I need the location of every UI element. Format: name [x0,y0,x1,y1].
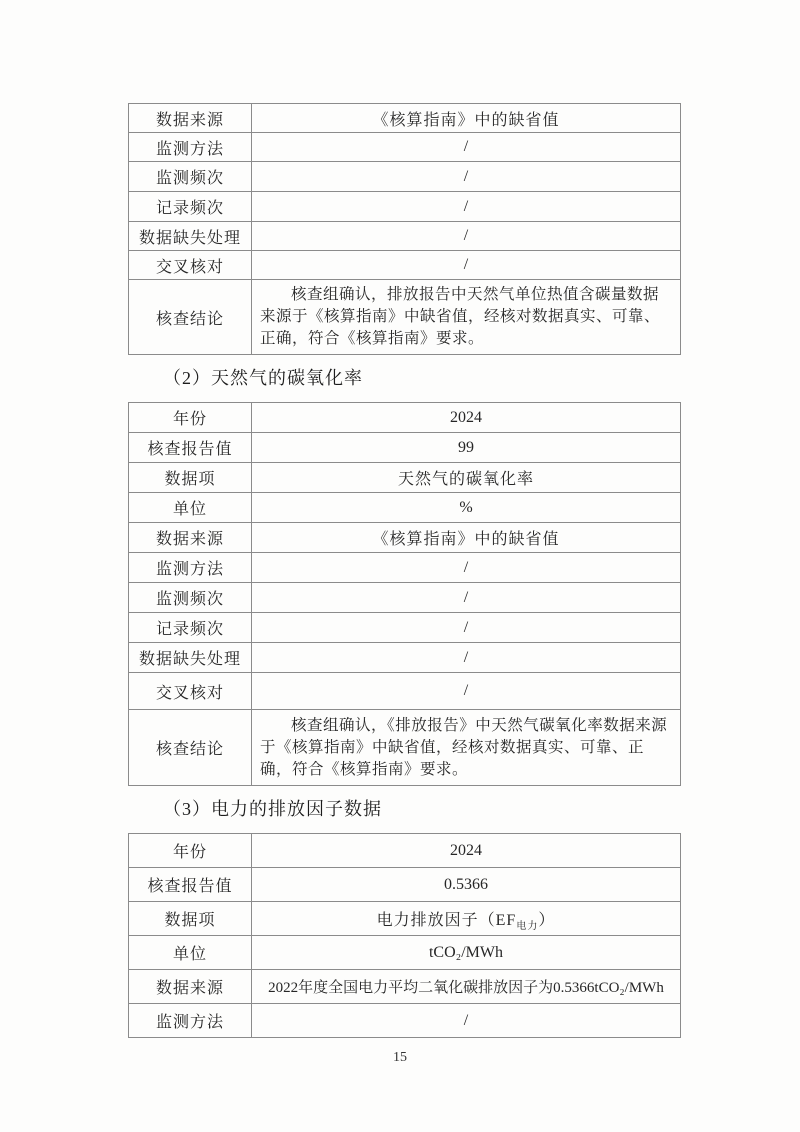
table-row [129,553,681,583]
row-value: tCO₂/MWh [252,936,681,970]
row-value: / [252,222,681,251]
table-row [129,493,681,523]
verification-table-gas-oxidation-rate [128,402,681,786]
emission-factor-subscript: 电力 [516,921,539,933]
row-value: 核查组确认，排放报告中天然气单位热值含碳量数据来源于《核算指南》中缺省值，经核对数据真实、可靠、正确，符合《核算指南》要求。 [252,280,681,355]
row-label: 年份 [129,834,252,868]
row-value: 核查组确认，《排放报告》中天然气碳氧化率数据来源于《核算指南》中缺省值，经核对数据真实、可靠、正确，符合《核算指南》要求。 [252,710,681,786]
row-value: / [252,1004,681,1038]
row-value: 《核算指南》中的缺省值 [252,523,681,553]
row-value: / [252,162,681,192]
row-label: 监测方法 [129,133,252,162]
table-row [129,192,681,222]
table-row [129,104,681,133]
table-row [129,613,681,643]
row-value: 0.5366 [252,868,681,902]
table-row [129,868,681,902]
table-row [129,251,681,280]
row-label: 单位 [129,936,252,970]
table-row [129,970,681,1004]
row-value: 99 [252,433,681,463]
row-label: 监测频次 [129,583,252,613]
table-row [129,936,681,970]
verification-table-electricity-emission-factor [128,833,681,1038]
table-row [129,834,681,868]
row-label: 记录频次 [129,192,252,222]
row-label: 年份 [129,403,252,433]
emission-factor-text: 电力排放因子（EF [376,912,517,929]
row-label: 数据缺失处理 [129,643,252,673]
row-value: 天然气的碳氧化率 [252,463,681,493]
table-row [129,583,681,613]
section-heading-gas-oxidation-rate: （2）天然气的碳氧化率 [163,368,363,388]
row-value: 2024 [252,834,681,868]
row-label: 监测方法 [129,553,252,583]
row-value: % [252,493,681,523]
row-value-with-subscript [252,902,681,936]
table-row [129,222,681,251]
row-value: / [252,133,681,162]
table-row [129,523,681,553]
table-row [129,403,681,433]
table-row-conclusion [129,280,681,355]
row-label: 核查报告值 [129,868,252,902]
row-value: 《核算指南》中的缺省值 [252,104,681,133]
row-label: 核查结论 [129,710,252,786]
row-value: / [252,643,681,673]
row-label: 监测频次 [129,162,252,192]
table-row [129,433,681,463]
row-value: / [252,553,681,583]
row-label: 数据缺失处理 [129,222,252,251]
table-row [129,463,681,493]
row-value: / [252,192,681,222]
document-page-content [128,103,681,1038]
row-value: 2024 [252,403,681,433]
table-row [129,1004,681,1038]
row-label: 数据项 [129,902,252,936]
row-value: / [252,613,681,643]
table-row [129,673,681,710]
row-label: 核查结论 [129,280,252,355]
row-label: 监测方法 [129,1004,252,1038]
row-label: 数据来源 [129,523,252,553]
verification-table-gas-carbon-content [128,103,681,355]
page-number: 15 [393,1050,407,1065]
table-row [129,902,681,936]
row-label: 交叉核对 [129,673,252,710]
row-label: 单位 [129,493,252,523]
row-value: 2022年度全国电力平均二氧化碳排放因子为0.5366tCO₂/MWh [252,970,681,1004]
table-row-conclusion [129,710,681,786]
emission-factor-close-paren: ） [538,912,556,929]
table-row [129,643,681,673]
row-label: 核查报告值 [129,433,252,463]
row-value: / [252,673,681,710]
row-label: 数据来源 [129,970,252,1004]
row-label: 数据来源 [129,104,252,133]
table-row [129,162,681,192]
row-label: 交叉核对 [129,251,252,280]
row-value: / [252,583,681,613]
row-label: 记录频次 [129,613,252,643]
row-label: 数据项 [129,463,252,493]
row-value: / [252,251,681,280]
table-row [129,133,681,162]
section-heading-electricity-emission-factor: （3）电力的排放因子数据 [163,799,382,819]
